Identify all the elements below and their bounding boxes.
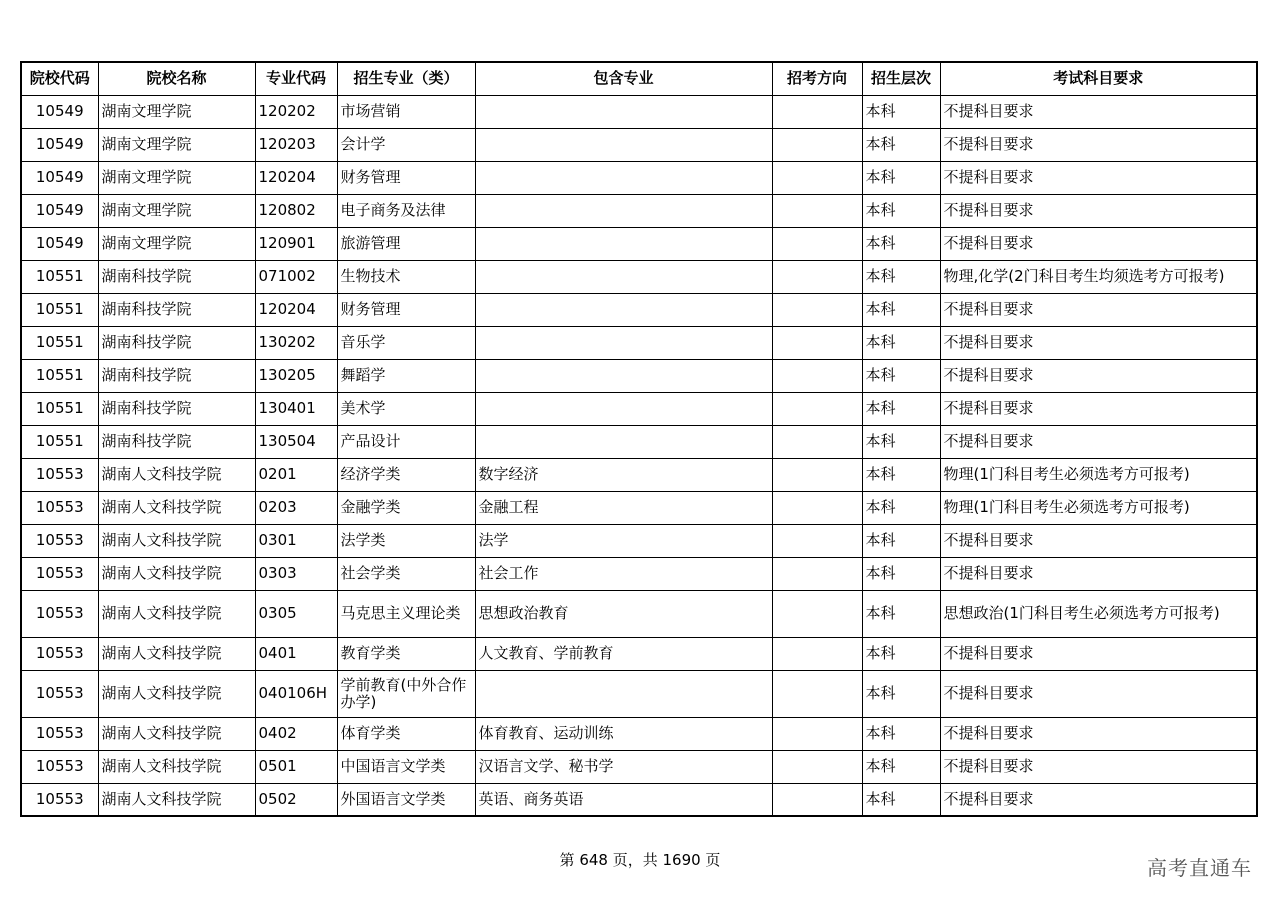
cell-subject-requirements: 不提科目要求 (940, 524, 1257, 557)
header-school-name: 院校名称 (98, 62, 255, 95)
table-row (21, 783, 1257, 816)
header-included-majors: 包含专业 (475, 62, 772, 95)
page-number: 第 648 页，共 1690 页 (559, 851, 721, 869)
cell-school-code: 10553 (21, 637, 98, 670)
cell-direction (772, 392, 862, 425)
cell-included-majors (475, 128, 772, 161)
cell-major-code: 130504 (255, 425, 337, 458)
cell-school-name: 湖南科技学院 (98, 326, 255, 359)
cell-school-code: 10551 (21, 326, 98, 359)
cell-school-name: 湖南人文科技学院 (98, 637, 255, 670)
cell-subject-requirements: 不提科目要求 (940, 128, 1257, 161)
cell-school-name: 湖南文理学院 (98, 95, 255, 128)
cell-major: 市场营销 (337, 95, 475, 128)
table-row (21, 670, 1257, 717)
cell-school-name: 湖南人文科技学院 (98, 717, 255, 750)
cell-major: 财务管理 (337, 293, 475, 326)
table-row (21, 717, 1257, 750)
cell-school-name: 湖南人文科技学院 (98, 557, 255, 590)
table-row (21, 750, 1257, 783)
cell-subject-requirements: 不提科目要求 (940, 670, 1257, 717)
cell-school-code: 10553 (21, 491, 98, 524)
cell-level: 本科 (862, 750, 940, 783)
cell-subject-requirements: 不提科目要求 (940, 194, 1257, 227)
cell-school-code: 10551 (21, 392, 98, 425)
cell-major-code: 0201 (255, 458, 337, 491)
cell-major: 电子商务及法律 (337, 194, 475, 227)
cell-subject-requirements: 不提科目要求 (940, 783, 1257, 816)
cell-subject-requirements: 不提科目要求 (940, 392, 1257, 425)
table-row (21, 227, 1257, 260)
cell-subject-requirements: 不提科目要求 (940, 95, 1257, 128)
cell-included-majors (475, 392, 772, 425)
cell-direction (772, 637, 862, 670)
cell-major: 马克思主义理论类 (337, 590, 475, 637)
cell-direction (772, 717, 862, 750)
cell-major: 教育学类 (337, 637, 475, 670)
cell-level: 本科 (862, 326, 940, 359)
header-major: 招生专业（类） (337, 62, 475, 95)
cell-direction (772, 491, 862, 524)
cell-school-code: 10549 (21, 194, 98, 227)
cell-included-majors (475, 95, 772, 128)
cell-level: 本科 (862, 194, 940, 227)
cell-school-code: 10553 (21, 717, 98, 750)
cell-major-code: 0402 (255, 717, 337, 750)
cell-major-code: 130401 (255, 392, 337, 425)
cell-subject-requirements: 不提科目要求 (940, 161, 1257, 194)
cell-major: 美术学 (337, 392, 475, 425)
cell-major: 学前教育(中外合作办学) (337, 670, 475, 717)
cell-school-name: 湖南文理学院 (98, 194, 255, 227)
cell-included-majors: 数字经济 (475, 458, 772, 491)
cell-school-name: 湖南人文科技学院 (98, 458, 255, 491)
cell-level: 本科 (862, 161, 940, 194)
cell-direction (772, 359, 862, 392)
cell-school-code: 10553 (21, 783, 98, 816)
cell-school-code: 10553 (21, 524, 98, 557)
header-direction: 招考方向 (772, 62, 862, 95)
table-row (21, 557, 1257, 590)
header-level: 招生层次 (862, 62, 940, 95)
cell-included-majors: 法学 (475, 524, 772, 557)
cell-school-name: 湖南人文科技学院 (98, 750, 255, 783)
cell-major: 外国语言文学类 (337, 783, 475, 816)
cell-level: 本科 (862, 557, 940, 590)
table-row (21, 161, 1257, 194)
table-row (21, 392, 1257, 425)
cell-included-majors: 金融工程 (475, 491, 772, 524)
cell-subject-requirements: 物理(1门科目考生必须选考方可报考) (940, 491, 1257, 524)
cell-direction (772, 227, 862, 260)
admissions-table (20, 61, 1258, 817)
cell-major: 经济学类 (337, 458, 475, 491)
cell-level: 本科 (862, 491, 940, 524)
cell-major: 法学类 (337, 524, 475, 557)
cell-major-code: 120204 (255, 161, 337, 194)
cell-level: 本科 (862, 128, 940, 161)
cell-major-code: 130205 (255, 359, 337, 392)
cell-school-code: 10553 (21, 590, 98, 637)
cell-level: 本科 (862, 425, 940, 458)
cell-major-code: 0203 (255, 491, 337, 524)
cell-included-majors (475, 194, 772, 227)
cell-major-code: 071002 (255, 260, 337, 293)
cell-included-majors: 体育教育、运动训练 (475, 717, 772, 750)
cell-subject-requirements: 思想政治(1门科目考生必须选考方可报考) (940, 590, 1257, 637)
cell-school-name: 湖南科技学院 (98, 293, 255, 326)
cell-level: 本科 (862, 717, 940, 750)
cell-major-code: 0305 (255, 590, 337, 637)
cell-subject-requirements: 不提科目要求 (940, 750, 1257, 783)
cell-level: 本科 (862, 293, 940, 326)
cell-direction (772, 293, 862, 326)
cell-level: 本科 (862, 783, 940, 816)
cell-school-code: 10553 (21, 750, 98, 783)
cell-school-code: 10551 (21, 425, 98, 458)
table-row (21, 95, 1257, 128)
cell-major-code: 0303 (255, 557, 337, 590)
cell-direction (772, 425, 862, 458)
cell-school-code: 10549 (21, 161, 98, 194)
cell-included-majors: 汉语言文学、秘书学 (475, 750, 772, 783)
cell-major: 旅游管理 (337, 227, 475, 260)
table-row (21, 425, 1257, 458)
cell-school-code: 10551 (21, 293, 98, 326)
cell-included-majors (475, 161, 772, 194)
table-header (21, 62, 1257, 95)
table-row (21, 260, 1257, 293)
cell-included-majors (475, 359, 772, 392)
cell-direction (772, 95, 862, 128)
cell-major-code: 0502 (255, 783, 337, 816)
cell-subject-requirements: 不提科目要求 (940, 637, 1257, 670)
cell-direction (772, 326, 862, 359)
cell-major: 产品设计 (337, 425, 475, 458)
cell-level: 本科 (862, 359, 940, 392)
cell-level: 本科 (862, 458, 940, 491)
table-row (21, 524, 1257, 557)
cell-direction (772, 128, 862, 161)
cell-major: 财务管理 (337, 161, 475, 194)
cell-major: 生物技术 (337, 260, 475, 293)
cell-school-code: 10553 (21, 670, 98, 717)
cell-included-majors: 英语、商务英语 (475, 783, 772, 816)
cell-major: 体育学类 (337, 717, 475, 750)
cell-subject-requirements: 不提科目要求 (940, 326, 1257, 359)
cell-subject-requirements: 不提科目要求 (940, 557, 1257, 590)
cell-level: 本科 (862, 524, 940, 557)
cell-direction (772, 260, 862, 293)
cell-major-code: 130202 (255, 326, 337, 359)
header-subject-requirements: 考试科目要求 (940, 62, 1257, 95)
header-major-code: 专业代码 (255, 62, 337, 95)
header-row (21, 62, 1257, 95)
cell-level: 本科 (862, 227, 940, 260)
cell-school-name: 湖南科技学院 (98, 425, 255, 458)
cell-direction (772, 590, 862, 637)
cell-subject-requirements: 不提科目要求 (940, 359, 1257, 392)
cell-direction (772, 750, 862, 783)
cell-school-code: 10549 (21, 95, 98, 128)
cell-school-name: 湖南人文科技学院 (98, 670, 255, 717)
cell-direction (772, 524, 862, 557)
cell-subject-requirements: 不提科目要求 (940, 717, 1257, 750)
watermark: 高考直通车 (1147, 856, 1252, 880)
cell-direction (772, 670, 862, 717)
cell-school-name: 湖南人文科技学院 (98, 491, 255, 524)
cell-school-code: 10553 (21, 557, 98, 590)
cell-school-name: 湖南科技学院 (98, 392, 255, 425)
cell-school-name: 湖南文理学院 (98, 161, 255, 194)
cell-major: 音乐学 (337, 326, 475, 359)
cell-direction (772, 557, 862, 590)
table-row (21, 359, 1257, 392)
cell-included-majors (475, 670, 772, 717)
cell-level: 本科 (862, 260, 940, 293)
cell-level: 本科 (862, 590, 940, 637)
table-row (21, 590, 1257, 637)
cell-subject-requirements: 不提科目要求 (940, 293, 1257, 326)
table-row (21, 326, 1257, 359)
cell-major-code: 120802 (255, 194, 337, 227)
cell-included-majors: 社会工作 (475, 557, 772, 590)
cell-major: 金融学类 (337, 491, 475, 524)
cell-included-majors: 人文教育、学前教育 (475, 637, 772, 670)
cell-school-name: 湖南科技学院 (98, 359, 255, 392)
cell-major: 社会学类 (337, 557, 475, 590)
cell-subject-requirements: 不提科目要求 (940, 425, 1257, 458)
cell-school-name: 湖南文理学院 (98, 128, 255, 161)
cell-major: 舞蹈学 (337, 359, 475, 392)
cell-direction (772, 458, 862, 491)
cell-major: 会计学 (337, 128, 475, 161)
cell-school-name: 湖南人文科技学院 (98, 524, 255, 557)
table-row (21, 491, 1257, 524)
table-row (21, 128, 1257, 161)
cell-included-majors (475, 260, 772, 293)
cell-level: 本科 (862, 95, 940, 128)
cell-school-code: 10549 (21, 227, 98, 260)
cell-included-majors (475, 293, 772, 326)
table-row (21, 458, 1257, 491)
cell-direction (772, 161, 862, 194)
cell-major-code: 040106H (255, 670, 337, 717)
cell-school-name: 湖南人文科技学院 (98, 783, 255, 816)
cell-subject-requirements: 不提科目要求 (940, 227, 1257, 260)
cell-major-code: 120202 (255, 95, 337, 128)
cell-major: 中国语言文学类 (337, 750, 475, 783)
cell-included-majors (475, 227, 772, 260)
cell-level: 本科 (862, 637, 940, 670)
cell-subject-requirements: 物理,化学(2门科目考生均须选考方可报考) (940, 260, 1257, 293)
table-row (21, 293, 1257, 326)
cell-school-code: 10551 (21, 359, 98, 392)
header-school-code: 院校代码 (21, 62, 98, 95)
cell-subject-requirements: 物理(1门科目考生必须选考方可报考) (940, 458, 1257, 491)
cell-school-name: 湖南人文科技学院 (98, 590, 255, 637)
cell-direction (772, 194, 862, 227)
cell-included-majors (475, 326, 772, 359)
cell-major-code: 0301 (255, 524, 337, 557)
cell-included-majors (475, 425, 772, 458)
cell-school-name: 湖南文理学院 (98, 227, 255, 260)
cell-school-name: 湖南科技学院 (98, 260, 255, 293)
cell-school-code: 10549 (21, 128, 98, 161)
cell-major-code: 120901 (255, 227, 337, 260)
cell-major-code: 120204 (255, 293, 337, 326)
cell-major-code: 0501 (255, 750, 337, 783)
cell-major-code: 0401 (255, 637, 337, 670)
cell-level: 本科 (862, 392, 940, 425)
table-body (21, 95, 1257, 816)
cell-school-code: 10553 (21, 458, 98, 491)
cell-included-majors: 思想政治教育 (475, 590, 772, 637)
cell-direction (772, 783, 862, 816)
cell-school-code: 10551 (21, 260, 98, 293)
cell-level: 本科 (862, 670, 940, 717)
cell-major-code: 120203 (255, 128, 337, 161)
table-row (21, 637, 1257, 670)
table-row (21, 194, 1257, 227)
